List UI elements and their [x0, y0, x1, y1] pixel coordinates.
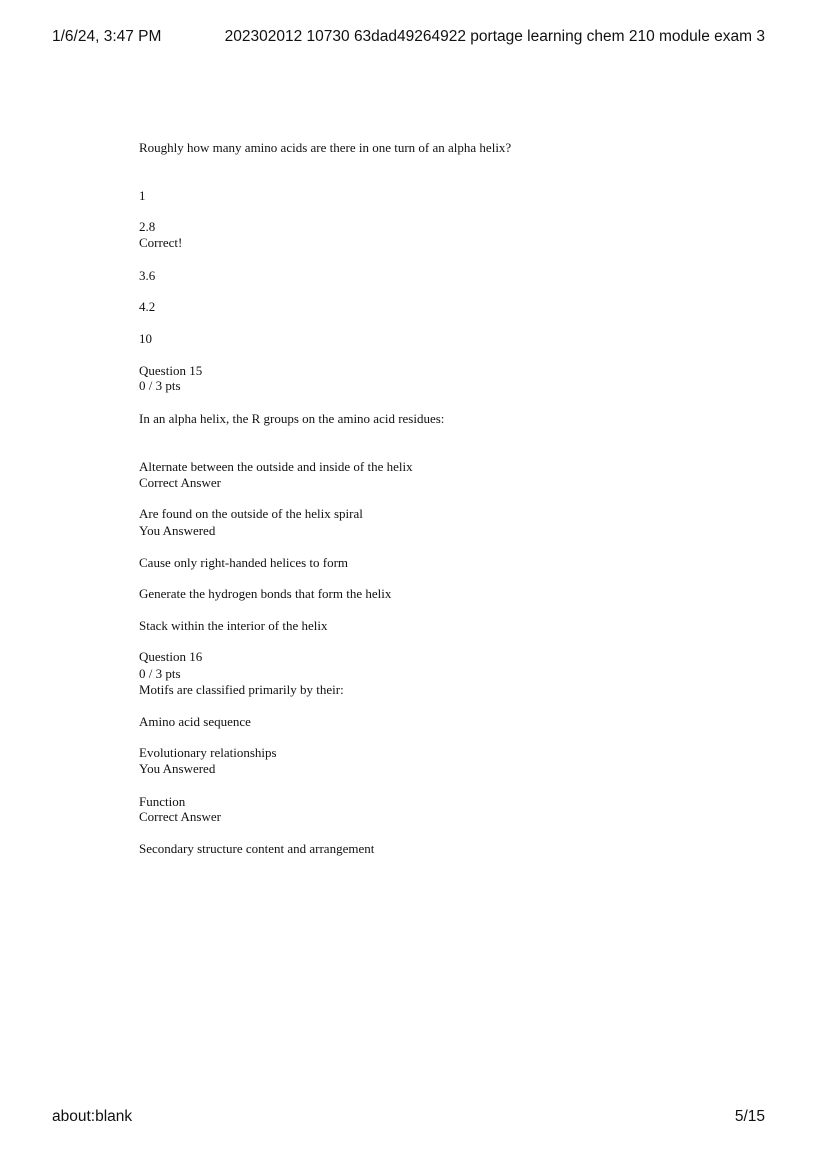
print-header [0, 28, 817, 48]
q15-points: 0 / 3 pts [139, 378, 181, 393]
q14-option-4: 4.2 [139, 299, 156, 314]
q14-correct-flag: Correct! [139, 235, 183, 250]
q15-option-4: Generate the hydrogen bonds that form the helix [139, 586, 392, 601]
q16-option-1: Amino acid sequence [139, 714, 251, 729]
q15-option-2: Are found on the outside of the helix spiral [139, 506, 363, 521]
q15-prompt: In an alpha helix, the R groups on the amino acid residues: [139, 411, 445, 426]
q15-option-1: Alternate between the outside and inside of the helix [139, 459, 413, 474]
q14-option-5: 10 [139, 331, 152, 346]
q14-option-1: 1 [139, 188, 146, 203]
q15-title: Question 15 [139, 363, 203, 378]
q16-points: 0 / 3 pts [139, 666, 181, 681]
q16-correct-answer-flag: Correct Answer [139, 809, 221, 824]
document-title: 202302012 10730 63dad49264922 portage learning chem 210 module exam 3 [224, 28, 765, 45]
q16-option-3: Function [139, 794, 186, 809]
print-footer [0, 1108, 817, 1128]
q16-prompt: Motifs are classified primarily by their: [139, 682, 344, 697]
q16-option-2: Evolutionary relationships [139, 745, 277, 760]
q16-you-answered-flag: You Answered [139, 761, 216, 776]
q15-correct-answer-flag: Correct Answer [139, 475, 221, 490]
q15-option-5: Stack within the interior of the helix [139, 618, 328, 633]
q14-option-3: 3.6 [139, 268, 156, 283]
page-url: about:blank [52, 1108, 133, 1125]
q15-option-3: Cause only right-handed helices to form [139, 555, 349, 570]
q15-you-answered-flag: You Answered [139, 523, 216, 538]
q16-option-4: Secondary structure content and arrangement [139, 841, 375, 856]
page-number: 5/15 [734, 1108, 765, 1125]
print-datetime: 1/6/24, 3:47 PM [52, 28, 162, 45]
q16-title: Question 16 [139, 649, 203, 664]
q14-prompt: Roughly how many amino acids are there in one turn of an alpha helix? [139, 140, 512, 155]
q14-option-2: 2.8 [139, 219, 156, 234]
